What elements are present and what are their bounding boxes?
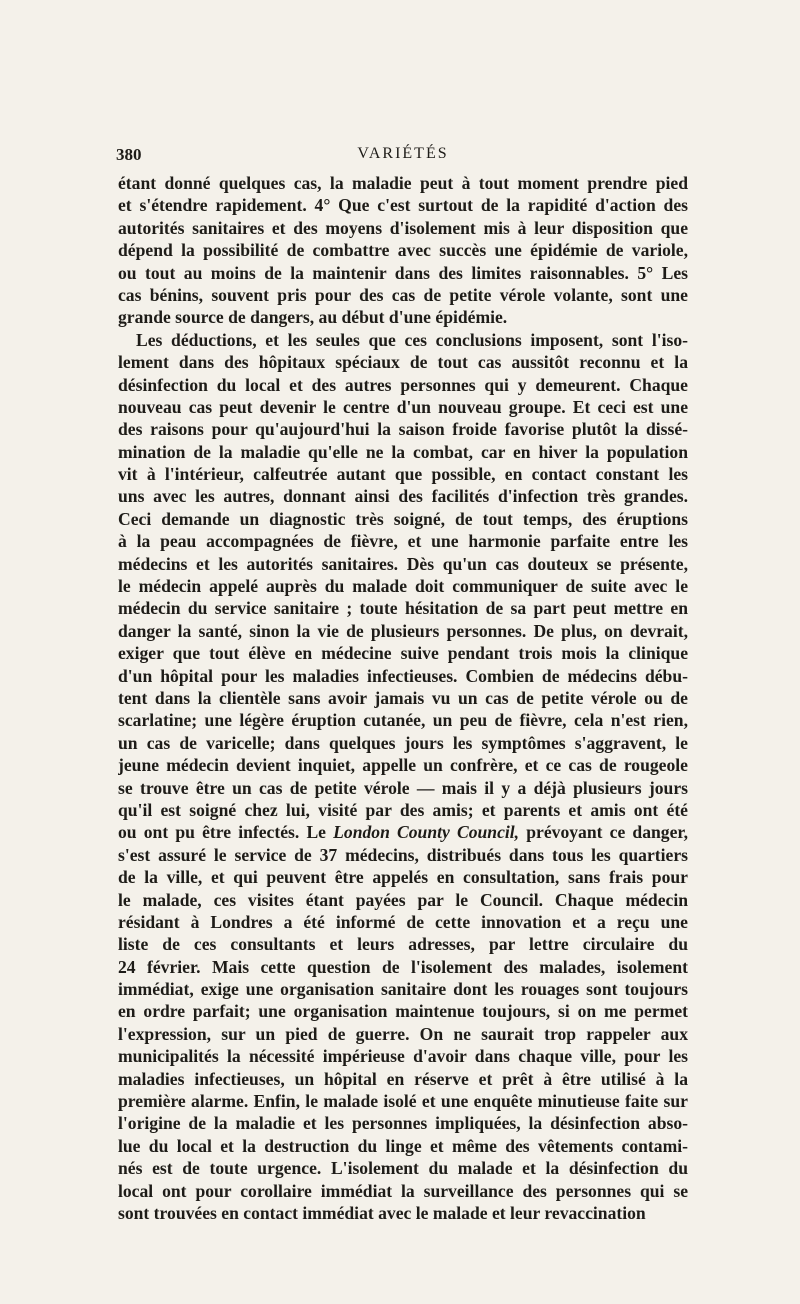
- text-line: résidant à Londres a été informé de cette innovation et a reçu une: [118, 911, 688, 932]
- text-line: désinfection du local et des autres personnes qui y demeurent. Chaque: [118, 374, 688, 395]
- text-line: médecin du service sanitaire ; toute hésitation de sa part peut mettre en: [118, 598, 688, 619]
- text-line: en ordre parfait; une organisation maintenue toujours, si on me permet: [118, 1001, 688, 1022]
- text-line: l'expression, sur un pied de guerre. On ne saurait trop rappeler aux: [118, 1023, 688, 1044]
- text-line: et s'étendre rapidement. 4° Que c'est surtout de la rapidité d'action des: [118, 195, 688, 216]
- text-line: nouveau cas peut devenir le centre d'un nouveau groupe. Et ceci est une: [118, 396, 688, 417]
- italic-phrase: London County Council,: [333, 822, 520, 843]
- text-line: danger la santé, sinon la vie de plusieurs personnes. De plus, on devrait,: [118, 620, 688, 641]
- text-line-with-italic: [118, 821, 688, 843]
- text-line: dépend la possibilité de combattre avec succès une épidémie de variole,: [118, 240, 688, 261]
- text-line: mination de la maladie qu'elle ne la combat, car en hiver la population: [118, 441, 688, 462]
- text-line: local ont pour corollaire immédiat la surveillance des personnes qui se: [118, 1180, 688, 1201]
- text-line: première alarme. Enfin, le malade isolé et une enquête minutieuse faite sur: [118, 1091, 688, 1112]
- text-line: tent dans la clientèle sans avoir jamais vu un cas de petite vérole ou de: [118, 687, 688, 708]
- text-line: s'est assuré le service de 37 médecins, distribués dans tous les quartiers: [118, 844, 688, 865]
- text-line: uns avec les autres, donnant ainsi des facilités d'infection très grandes.: [118, 486, 688, 507]
- text-line: lement dans des hôpitaux spéciaux de tout cas aussitôt reconnu et la: [118, 352, 688, 373]
- text-line: jeune médecin devient inquiet, appelle un confrère, et ce cas de rougeole: [118, 755, 688, 776]
- text-line: le malade, ces visites étant payées par le Council. Chaque médecin: [118, 889, 688, 910]
- text-line-end: prévoyant ce danger,: [519, 822, 688, 843]
- text-line: 24 février. Mais cette question de l'isolement des malades, isolement: [118, 956, 688, 977]
- text-line: ou tout au moins de la maintenir dans des limites raisonnables. 5° Les: [118, 262, 688, 283]
- text-line: nés est de toute urgence. L'isolement du malade et la désinfection du: [118, 1158, 688, 1179]
- text-line-start: ou ont pu être infectés. Le: [118, 822, 334, 843]
- text-line: médecins et les autorités sanitaires. Dès qu'un cas douteux se présente,: [118, 553, 688, 574]
- page-header: [116, 145, 690, 167]
- text-line: d'un hôpital pour les maladies infectieuses. Combien de médecins débu-: [118, 665, 688, 686]
- text-line: scarlatine; une légère éruption cutanée, un peu de fièvre, cela n'est rien,: [118, 710, 688, 731]
- body-text: [118, 172, 688, 1224]
- text-line: immédiat, exige une organisation sanitaire dont les rouages sont toujours: [118, 979, 688, 1000]
- text-line: municipalités la nécessité impérieuse d'avoir dans chaque ville, pour les: [118, 1046, 688, 1067]
- text-line: lue du local et la destruction du linge et même des vêtements contami-: [118, 1135, 688, 1156]
- text-line: sont trouvées en contact immédiat avec le malade et leur revaccination: [118, 1202, 646, 1223]
- text-line: un cas de varicelle; dans quelques jours les symptômes s'aggravent, le: [118, 732, 688, 753]
- text-line: étant donné quelques cas, la maladie peut à tout moment prendre pied: [118, 173, 688, 193]
- text-line: le médecin appelé auprès du malade doit communiquer de suite avec le: [118, 576, 688, 597]
- text-line: qu'il est soigné chez lui, visité par des amis; et parents et amis ont été: [118, 799, 688, 820]
- text-line: exiger que tout élève en médecine suive pendant trois mois la clinique: [118, 643, 688, 664]
- text-line: grande source de dangers, au début d'une épidémie.: [118, 307, 508, 328]
- text-line: l'origine de la maladie et les personnes impliquées, la désinfection abso-: [118, 1113, 688, 1134]
- text-line: Ceci demande un diagnostic très soigné, de tout temps, des éruptions: [118, 508, 688, 529]
- text-line: cas bénins, souvent pris pour des cas de petite vérole volante, sont une: [118, 284, 688, 305]
- text-line: liste de ces consultants et leurs adresses, par lettre circulaire du: [118, 934, 688, 955]
- running-title: VARIÉTÉS: [357, 145, 449, 162]
- text-line: de la ville, et qui peuvent être appelés en consultation, sans frais pour: [118, 867, 688, 888]
- text-line: se trouve être un cas de petite vérole — mais il y a déjà plusieurs jours: [118, 777, 688, 798]
- page-number: 380: [116, 145, 142, 164]
- text-line: des raisons pour qu'aujourd'hui la saison froide favorise plutôt la dissé-: [118, 419, 688, 440]
- text-line: maladies infectieuses, un hôpital en réserve et prêt à être utilisé à la: [118, 1068, 688, 1089]
- text-line: Les déductions, et les seules que ces conclusions imposent, sont l'iso-: [136, 329, 688, 350]
- text-line: autorités sanitaires et des moyens d'isolement mis à leur disposition que: [118, 217, 688, 238]
- text-line: à la peau accompagnées de fièvre, et une harmonie parfaite entre les: [118, 531, 688, 552]
- text-line: vit à l'intérieur, calfeutrée autant que possible, en contact constant les: [118, 464, 688, 485]
